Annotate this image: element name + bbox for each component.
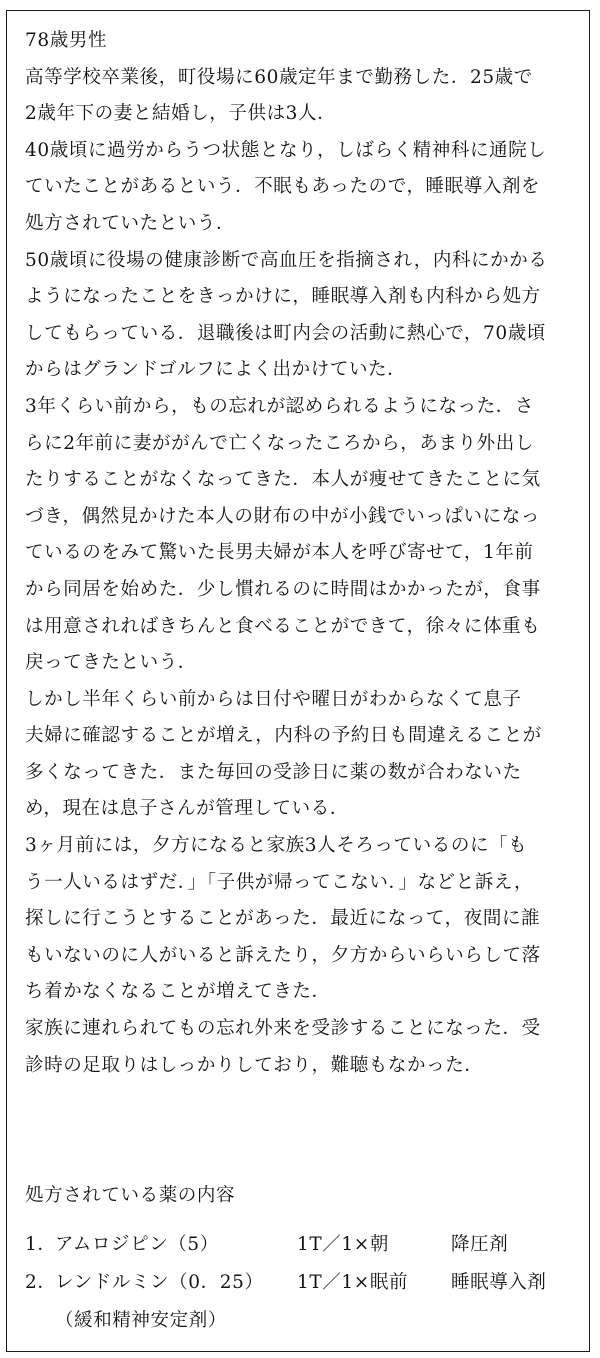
case-line: 家族に連れられてもの忘れ外来を受診することになった．受	[25, 1018, 541, 1040]
drug-effect: 降圧剤	[451, 1234, 509, 1255]
case-line: ているのをみて驚いた長男夫婦が本人を呼び寄せて，1年前	[25, 542, 534, 564]
case-line: してもらっている．退職後は町内会の活動に熱心で，70歳頃	[25, 322, 546, 344]
case-line: からはグランドゴルフによく出かけていた．	[25, 359, 407, 381]
drug-name: アムロジピン（5）	[55, 1234, 219, 1255]
case-line: らに2年前に妻ががんで亡くなったころから，あまり外出し	[25, 432, 534, 454]
case-line: ち着かなくなることが増えてきた．	[25, 981, 331, 1003]
case-line: 夫婦に確認することが増え，内科の予約日も間違えることが	[25, 725, 542, 747]
case-line: 多くなってきた．また毎回の受診日に薬の数が合わないた	[25, 761, 522, 783]
case-line: 40歳頃に過労からうつ状態となり，しばらく精神科に通院し	[25, 139, 547, 161]
case-line: から同居を始めた．少し慣れるのに時間はかかったが，食事	[25, 578, 541, 600]
case-line: 戻ってきたという．	[25, 652, 197, 674]
case-line: 診時の足取りはしっかりしており，難聴もなかった．	[25, 1054, 484, 1076]
case-line: 3年くらい前から，もの忘れが認められるようになった．さ	[25, 395, 534, 417]
case-line: たりすることがなくなってきた．本人が痩せてきたことに気	[25, 469, 541, 491]
case-box	[6, 10, 590, 1352]
case-line: 高等学校卒業後，町役場に60歳定年まで勤務した．25歳で	[25, 66, 533, 88]
drug-name: レンドルミン（0．25）	[55, 1272, 264, 1293]
case-line: ようになったことをきっかけに，睡眠導入剤も内科から処方	[25, 286, 541, 308]
prescription-list	[25, 1226, 585, 1340]
case-line: 処方されていたという．	[25, 212, 236, 234]
case-line: もいないのに人がいると訴えたり，夕方からいらいらして落	[25, 944, 541, 966]
drug-effect: 睡眠導入剤	[451, 1272, 547, 1293]
case-line: ていたことがあるという．不眠もあったので，睡眠導入剤を	[25, 176, 541, 198]
drug-dose: 1T／1×朝	[297, 1234, 389, 1255]
case-line: 探しに行こうとすることがあった．最近になって，夜間に誰	[25, 908, 541, 930]
case-line: 78歳男性	[25, 30, 108, 51]
prescription-item	[25, 1226, 585, 1264]
item-number: 2．	[25, 1272, 57, 1293]
drug-dose: 1T／1×眠前	[297, 1272, 409, 1293]
case-line: 50歳頃に役場の健康診断で高血圧を指摘され，内科にかかる	[25, 249, 548, 271]
case-line: は用意されればきちんと食べることができて，徐々に体重も	[25, 615, 541, 637]
case-line: め，現在は息子さんが管理している．	[25, 798, 349, 820]
case-line: 2歳年下の妻と結婚し，子供は3人．	[25, 103, 337, 125]
prescription-item	[25, 1264, 585, 1302]
drug-note: （緩和精神安定剤）	[55, 1310, 227, 1331]
case-line: う一人いるはずだ．」「子供が帰ってこない．」などと訴え，	[25, 871, 534, 893]
case-line: 3ヶ月前には，夕方になると家族3人そろっているのに「も	[25, 835, 528, 857]
case-line: しかし半年くらい前からは日付や曜日がわからなくて息子	[25, 688, 522, 710]
case-line: づき，偶然見かけた本人の財布の中が小銭でいっぱいになっ	[25, 505, 540, 527]
item-number: 1．	[25, 1234, 57, 1255]
case-description	[25, 23, 585, 1084]
prescription-heading: 処方されている薬の内容	[25, 1185, 236, 1206]
